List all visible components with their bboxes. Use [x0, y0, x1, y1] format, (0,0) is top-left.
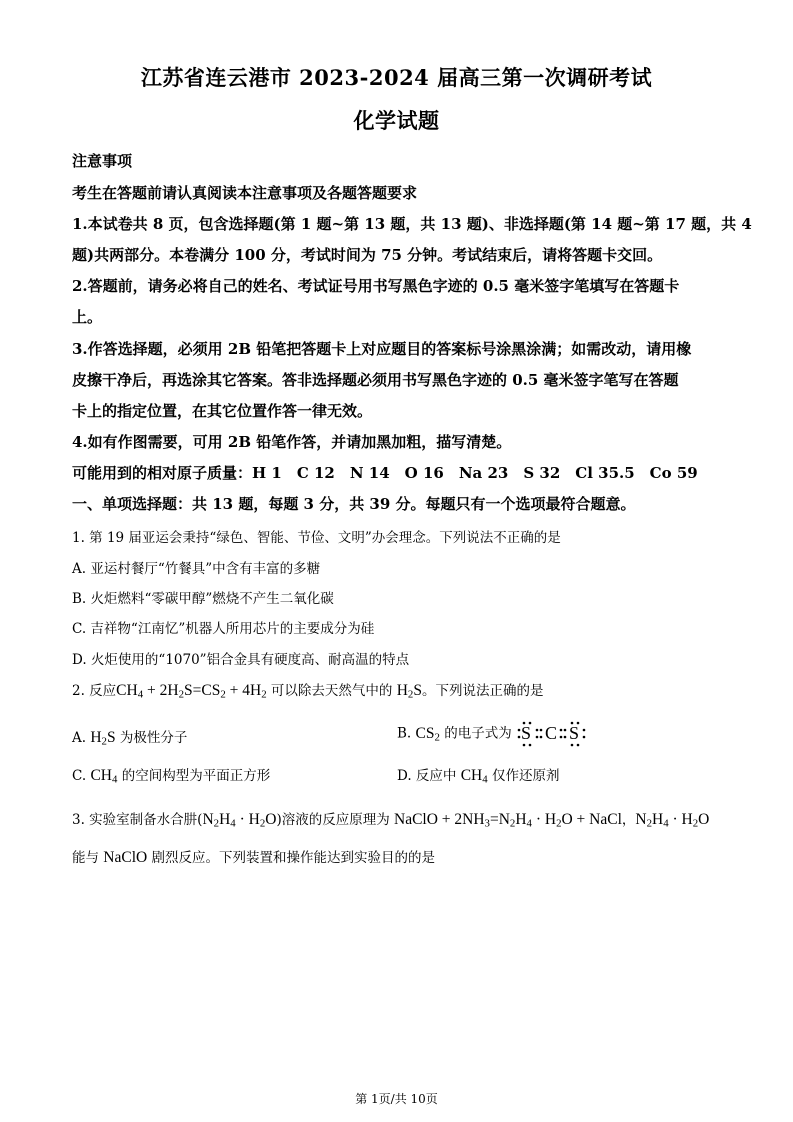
- q2-option-c: C. $CH_4$ 的空间构型为平面正方形: [72, 767, 271, 786]
- q2-option-d: D. 反应中 $CH_4$ 仅作还原剂: [397, 767, 560, 786]
- q1-option-c: C. 吉祥物“江南忆”机器人所用芯片的主要成分为硅: [72, 621, 375, 637]
- atomic-masses: 可能用到的相对原子质量：H 1 C 12 N 14 O 16 Na 23 S 32 Cl 35.5 Co 59: [72, 464, 698, 482]
- section-heading: 一、单项选择题：共 13 题，每题 3 分，共 39 分。每题只有一个选项最符合题意。: [72, 495, 636, 513]
- cs2-lewis-structure: S C S: [516, 720, 586, 748]
- note-3-line-b: 皮擦干净后，再选涂其它答案。答非选择题必须用书写黑色字迹的 0.5 毫米签字笔写在答题: [72, 371, 679, 389]
- note-1-line-a: 1.本试卷共 8 页，包含选择题(第 1 题~第 13 题，共 13 题)、非选择题(第 14 题~第 17 题，共 4: [72, 215, 752, 233]
- q1-stem: 1. 第 19 届亚运会秉持“绿色、智能、节俭、文明”办会理念。下列说法不正确的是: [72, 530, 561, 546]
- notes-heading: 注意事项: [72, 152, 133, 170]
- exam-title: 江苏省连云港市 2023-2024 届高三第一次调研考试: [140, 65, 653, 90]
- q3-stem-line-1: 3. 实验室制备水合肼$(N_2H_4 \cdot H_2O)$溶液的反应原理为 NaClO + $2NH_3=N_2H_4 \cdot H_2O$ + NaCl，$N_2H_4 \cdot H_2O$: [72, 811, 710, 830]
- q2-option-b: B. $CS_2$ 的电子式为 S C S: [397, 720, 586, 748]
- note-3-line-a: 3.作答选择题，必须用 2B 铅笔把答题卡上对应题目的答案标号涂黑涂满；如需改动，请用橡: [72, 340, 692, 358]
- page-footer: 第 1页/共 10页: [355, 1092, 438, 1106]
- q1-option-d: D. 火炬使用的“1070”铝合金具有硬度高、耐高温的特点: [72, 652, 410, 668]
- q3-stem-line-2: 能与 NaClO 剧烈反应。下列装置和操作能达到实验目的的是: [72, 849, 436, 866]
- q2-option-a: A. $H_2S$ 为极性分子: [72, 729, 188, 748]
- note-2-line-b: 上。: [72, 308, 103, 326]
- q3-equation: NaClO + $2NH_3=N_2H_4 \cdot H_2O$ + NaCl: [394, 811, 622, 830]
- notes-intro: 考生在答题前请认真阅读本注意事项及各题答题要求: [72, 184, 418, 202]
- q1-option-b: B. 火炬燃料“零碳甲醇”燃烧不产生二氧化碳: [72, 591, 334, 607]
- note-3-line-c: 卡上的指定位置，在其它位置作答一律无效。: [72, 402, 373, 420]
- exam-subtitle: 化学试题: [353, 108, 440, 133]
- note-2-line-a: 2.答题前，请务必将自己的姓名、考试证号用书写黑色字迹的 0.5 毫米签字笔填写在答题卡: [72, 277, 680, 295]
- note-1-line-b: 题)共两部分。本卷满分 100 分，考试时间为 75 分钟。考试结束后，请将答题卡交回。: [72, 246, 663, 264]
- note-4: 4.如有作图需要，可用 2B 铅笔作答，并请加黑加粗，描写清楚。: [72, 433, 512, 451]
- q2-stem: 2. 反应$CH_4 + 2H_2S=CS_2 + 4H_2$ 可以除去天然气中的 $H_2S$。下列说法正确的是: [72, 682, 544, 701]
- q1-option-a: A. 亚运村餐厅“竹餐具”中含有丰富的多糖: [72, 561, 321, 577]
- q2-equation: $CH_4 + 2H_2S=CS_2 + 4H_2$: [116, 682, 267, 701]
